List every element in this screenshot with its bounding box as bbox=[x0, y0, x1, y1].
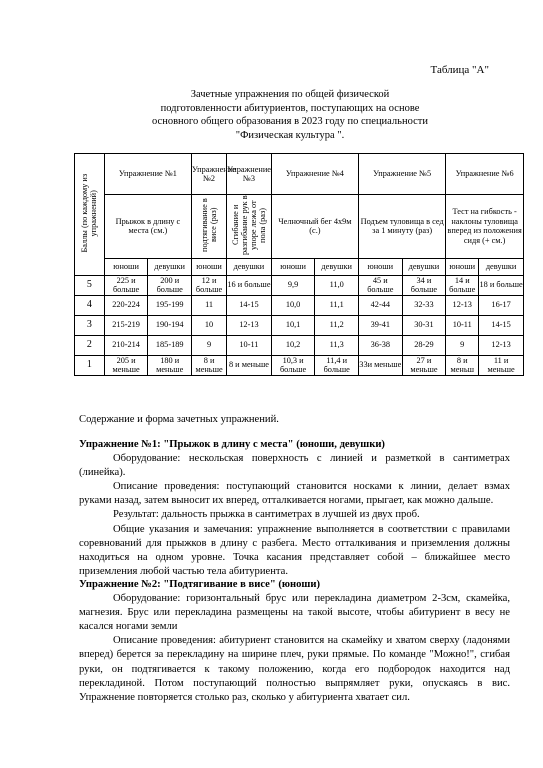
table-cell: 185-189 bbox=[148, 335, 192, 355]
table-row bbox=[75, 275, 524, 295]
score-header: Баллы (по каждому из упражнений) bbox=[75, 154, 105, 276]
table-cell: 14-15 bbox=[479, 315, 524, 335]
table-cell: 28-29 bbox=[402, 335, 446, 355]
exercise-header: Упражнение №3 bbox=[227, 154, 272, 195]
sex-header: девушки bbox=[148, 258, 192, 275]
table-cell: 30-31 bbox=[402, 315, 446, 335]
title-line: подготовленности абитуриентов, поступающих на основе bbox=[160, 102, 420, 114]
table-cell: 11 bbox=[192, 295, 227, 315]
score-cell: 2 bbox=[75, 335, 105, 355]
sex-header: юноши bbox=[104, 258, 148, 275]
table-cell: 11,1 bbox=[315, 295, 359, 315]
table-cell: 42-44 bbox=[359, 295, 403, 315]
table-cell: 220-224 bbox=[104, 295, 148, 315]
table-cell: 10,2 bbox=[271, 335, 315, 355]
table-cell: 225 и больше bbox=[104, 275, 148, 295]
exercise-header: Упражнение №4 bbox=[271, 154, 358, 195]
table-cell: 200 и больше bbox=[148, 275, 192, 295]
table-cell: 34 и больше bbox=[402, 275, 446, 295]
exercise-1-heading: Упражнение №1: "Прыжок в длину с места" (юноши, девушки) bbox=[79, 439, 385, 450]
standards-table bbox=[74, 153, 524, 376]
table-cell: 205 и меньше bbox=[104, 355, 148, 375]
table-row bbox=[75, 355, 524, 375]
table-cell: 36-38 bbox=[359, 335, 403, 355]
table-cell: 45 и больше bbox=[359, 275, 403, 295]
table-cell: 27 и меньше bbox=[402, 355, 446, 375]
table-cell: 12-13 bbox=[227, 315, 272, 335]
exercise-description: Подъем туловища в сед за 1 минуту (раз) bbox=[359, 195, 446, 259]
table-cell: 10,1 bbox=[271, 315, 315, 335]
exercise-header: Упражнение №2 bbox=[192, 154, 227, 195]
table-cell: 190-194 bbox=[148, 315, 192, 335]
table-cell: 11,3 bbox=[315, 335, 359, 355]
exercise-2-heading: Упражнение №2: "Подтягивание в висе" (юноши) bbox=[79, 579, 320, 590]
exercise-header: Упражнение №6 bbox=[446, 154, 524, 195]
sex-header: девушки bbox=[227, 258, 272, 275]
table-cell: 11,2 bbox=[315, 315, 359, 335]
table-cell: 9,9 bbox=[271, 275, 315, 295]
table-row bbox=[75, 315, 524, 335]
exercise-1-section bbox=[79, 438, 510, 579]
table-label: Таблица "А" bbox=[430, 64, 489, 76]
exercise-2-section bbox=[79, 578, 510, 705]
sex-header: юноши bbox=[271, 258, 315, 275]
exercise-2-procedure: Описание проведения: абитуриент становится на скамейку и хватом сверху (ладонями вперед) берется за перекладину на ширине плеч, руки прямые. По команде "Можно!", сгибая руки, он подтягивается к такому положению, когда его подбородок находится над перекладиной. Потом поступающий полностью выпрямляет руки, опускаясь в вис. Упражнение повторяется столько раз, сколько у абитуриента хватает сил. bbox=[79, 635, 510, 703]
exercise-header: Упражнение №1 bbox=[104, 154, 191, 195]
sex-header: девушки bbox=[402, 258, 446, 275]
exercise-description: Прыжок в длину с места (см.) bbox=[104, 195, 191, 259]
sex-header: девушки bbox=[479, 258, 524, 275]
table-cell: 8 и меньш bbox=[446, 355, 479, 375]
score-cell: 3 bbox=[75, 315, 105, 335]
table-cell: 10,0 bbox=[271, 295, 315, 315]
title-line: "Физическая культура ". bbox=[235, 129, 345, 141]
table-cell: 12-13 bbox=[479, 335, 524, 355]
table-cell: 14-15 bbox=[227, 295, 272, 315]
sex-header: девушки bbox=[315, 258, 359, 275]
table-cell: 10,3 и больше bbox=[271, 355, 315, 375]
table-cell: 39-41 bbox=[359, 315, 403, 335]
exercise-1-equipment: Оборудование: нескольская поверхность с линией и разметкой в сантиметрах (линейка). bbox=[79, 453, 510, 479]
score-cell: 5 bbox=[75, 275, 105, 295]
table-cell: 11,4 и больше bbox=[315, 355, 359, 375]
table-cell: 195-199 bbox=[148, 295, 192, 315]
table-cell: 33и меньше bbox=[359, 355, 403, 375]
exercise-header: Упражнение №5 bbox=[359, 154, 446, 195]
table-cell: 8 и меньше bbox=[227, 355, 272, 375]
table-row bbox=[75, 335, 524, 355]
exercise-description: Тест на гибкость - наклоны туловища вперед из положения сидя (+ см.) bbox=[446, 195, 524, 259]
table-cell: 11 и меньше bbox=[479, 355, 524, 375]
table-cell: 12-13 bbox=[446, 295, 479, 315]
table-cell: 10 bbox=[192, 315, 227, 335]
document-title bbox=[120, 88, 460, 142]
exercise-1-notes: Общие указания и замечания: упражнение выполняется в соответствии с правилами соревнований для прыжков в длину с разбега. Место отталкивания и приземления должны находиться на одном уровне. Точка касания представляет собой – ближайшее место приземления любой частью тела абитуриента. bbox=[79, 523, 510, 577]
score-cell: 1 bbox=[75, 355, 105, 375]
exercise-2-equipment: Оборудование: горизонтальный брус или перекладина диаметром 2-3см, скамейка, магнезия. Брус или перекладина размещены на такой высоте, чтобы абитуриент в весу не касался ногами земли bbox=[79, 593, 510, 633]
sex-header: юноши bbox=[446, 258, 479, 275]
table-cell: 16 и больше bbox=[227, 275, 272, 295]
table-cell: 32-33 bbox=[402, 295, 446, 315]
table-cell: 18 и больше bbox=[479, 275, 524, 295]
table-cell: 8 и меньше bbox=[192, 355, 227, 375]
table-cell: 9 bbox=[446, 335, 479, 355]
table-cell: 12 и больше bbox=[192, 275, 227, 295]
score-cell: 4 bbox=[75, 295, 105, 315]
exercise-description: Челночный бег 4х9м (с.) bbox=[271, 195, 358, 259]
table-cell: 10-11 bbox=[446, 315, 479, 335]
exercise-description: Сгибание и разгибание рук в упоре лежа от пола (раз) bbox=[227, 195, 272, 259]
title-line: Зачетные упражнения по общей физической bbox=[190, 89, 390, 100]
table-cell: 10-11 bbox=[227, 335, 272, 355]
table-cell: 11,0 bbox=[315, 275, 359, 295]
sex-header: юноши bbox=[192, 258, 227, 275]
table-cell: 210-214 bbox=[104, 335, 148, 355]
exercise-1-procedure: Описание проведения: поступающий становится носками к линии, делает взмах руками назад, затем выносит их вперед, отталкивается ногами, прыгает, как можно дальше. bbox=[79, 481, 510, 507]
table-cell: 180 и меньше bbox=[148, 355, 192, 375]
table-cell: 9 bbox=[192, 335, 227, 355]
table-cell: 215-219 bbox=[104, 315, 148, 335]
table-cell: 16-17 bbox=[479, 295, 524, 315]
table-cell: 14 и больше bbox=[446, 275, 479, 295]
content-heading: Содержание и форма зачетных упражнений. bbox=[79, 414, 279, 425]
exercise-description: подтягивание в висе (раз) bbox=[192, 195, 227, 259]
table-row bbox=[75, 295, 524, 315]
title-line: основного общего образования в 2023 году по специальности bbox=[152, 116, 428, 128]
sex-header: юноши bbox=[359, 258, 403, 275]
exercise-1-result: Результат: дальность прыжка в сантиметрах в лучшей из двух проб. bbox=[113, 509, 420, 521]
